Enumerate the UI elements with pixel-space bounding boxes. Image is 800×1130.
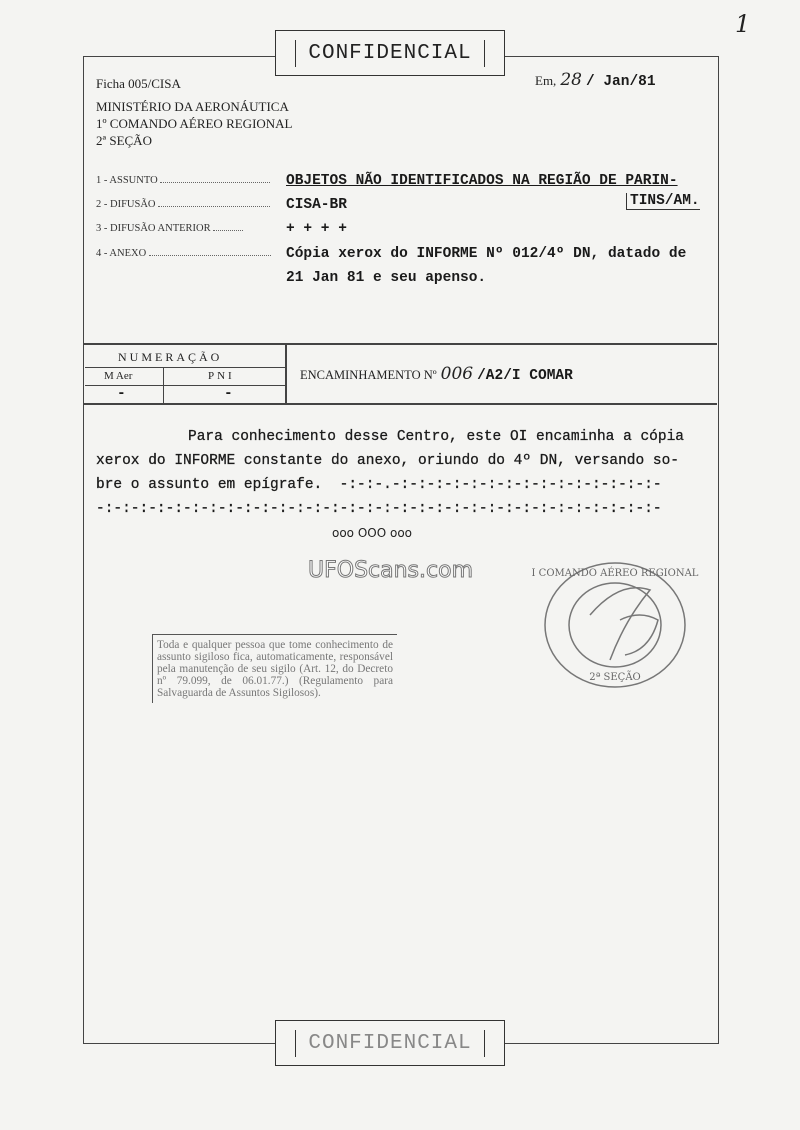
encaminhamento-prefix: ENCAMINHAMENTO Nº	[300, 368, 437, 382]
divider	[85, 385, 285, 386]
stamp-top-text: I COMANDO AÉREO REGIONAL	[531, 568, 699, 579]
watermark: UFOScans.com	[308, 558, 473, 583]
classification-bottom-text: CONFIDENCIAL	[295, 1030, 484, 1057]
encaminhamento-number: 006	[440, 364, 474, 384]
field-value-assunto: OBJETOS NÃO IDENTIFICADOS NA REGIÃO DE PARIN-	[286, 173, 678, 189]
form-id: Ficha 005/CISA	[96, 76, 181, 91]
leader-dots	[160, 182, 270, 183]
divider	[285, 343, 287, 403]
numeracao-maer-value: -	[117, 386, 126, 402]
body-line: Para conhecimento desse Centro, este OI encaminha a cópia	[188, 429, 684, 445]
leader-dots	[149, 255, 271, 256]
classification-top	[275, 30, 505, 76]
org-line: MINISTÉRIO DA AERONÁUTICA	[96, 99, 289, 114]
divider	[83, 343, 717, 345]
divider	[85, 367, 285, 368]
field-value-difusao: CISA-BR	[286, 197, 347, 213]
date-month-year: / Jan/81	[585, 74, 656, 90]
org-line: 1º COMANDO AÉREO REGIONAL	[96, 116, 293, 131]
field-label-anexo: 4 - ANEXO	[96, 248, 271, 259]
encaminhamento-suffix: /A2/I COMAR	[477, 368, 573, 384]
leader-dots	[158, 206, 270, 207]
field-value-anexo: Cópia xerox do INFORME Nº 012/4º DN, datado de	[286, 246, 687, 262]
field-label-assunto: 1 - ASSUNTO	[96, 175, 270, 186]
official-stamp	[530, 560, 700, 690]
body-line: xerox do INFORME constante do anexo, oriundo do 4º DN, versando so-	[96, 453, 679, 469]
confidentiality-notice: Toda e qualquer pessoa que tome conhecimento de assunto sigiloso fica, automaticamente, responsável pela manutenção de seu sigilo (Art. 12, do Decreto nº 79.099, de 06.01.77.) (Regulamento para Salvaguarda de Assuntos Sigilosos).	[152, 634, 397, 703]
closing-mark: ooo OOO ooo	[332, 526, 413, 540]
org-line: 2ª SEÇÃO	[96, 133, 152, 148]
body-text	[96, 425, 684, 521]
numeracao-title: NUMERAÇÃO	[118, 350, 223, 364]
classification-bottom	[275, 1020, 505, 1066]
date-prefix: Em,	[535, 73, 557, 88]
stamp-bottom-text: 2ª SEÇÃO	[589, 672, 641, 683]
encaminhamento	[300, 364, 573, 384]
divider	[163, 367, 164, 403]
organization	[96, 98, 293, 149]
field-label-difusao-anterior: 3 - DIFUSÃO ANTERIOR	[96, 223, 243, 234]
field-value-anexo-cont: 21 Jan 81 e seu apenso.	[286, 270, 487, 286]
divider	[83, 403, 717, 405]
body-line: -:-:-:-:-:-:-:-:-:-:-:-:-:-:-:-:-:-:-:-:-:-:-:-:-:-:-:-:-:-:-:-:-	[96, 501, 662, 517]
numeracao-col-maer: M Aer	[104, 370, 133, 382]
classification-top-text: CONFIDENCIAL	[295, 40, 484, 67]
field-value-difusao-anterior: + + + +	[286, 221, 347, 237]
numeracao-pni-value: -	[224, 386, 233, 402]
body-line: bre o assunto em epígrafe. -:-:-.-:-:-:-:-:-:-:-:-:-:-:-:-:-:-:-	[96, 477, 662, 493]
numeracao-col-pni: PNI	[208, 370, 235, 382]
date	[535, 70, 656, 90]
leader-dots	[213, 230, 243, 231]
date-day: 28	[560, 70, 582, 90]
field-label-difusao: 2 - DIFUSÃO	[96, 199, 270, 210]
page-number: 1	[735, 10, 751, 38]
field-value-assunto-cont: TINS/AM.	[626, 193, 700, 210]
